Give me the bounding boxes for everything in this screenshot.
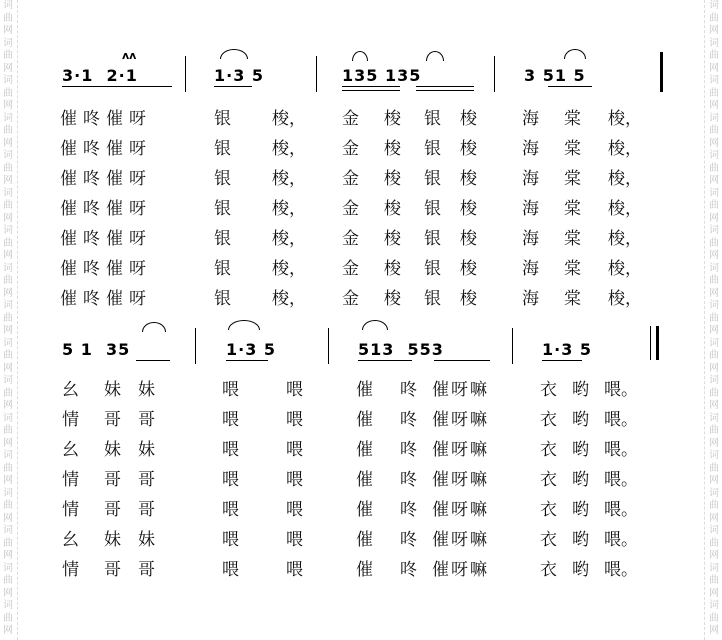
lyric-syllable: 哟	[572, 410, 589, 430]
lyric-syllable: 哟	[572, 380, 589, 400]
underline	[416, 90, 474, 91]
lyric-syllable: 咚	[400, 470, 417, 490]
lyric-syllable: 梭	[460, 109, 477, 129]
lyric-syllable: 咚	[400, 410, 417, 430]
lyric-syllable: 海	[522, 229, 539, 249]
slur	[426, 51, 444, 61]
lyric-syllable: 喂。	[604, 410, 638, 430]
lyric-syllable: 催咚催呀	[60, 139, 152, 159]
underline	[62, 86, 172, 87]
lyric-syllable: 哥	[138, 560, 155, 580]
lyric-syllable: 棠	[564, 139, 581, 159]
lyric-syllable: 衣	[540, 440, 557, 460]
lyric-syllable: 梭	[460, 229, 477, 249]
lyric-syllable: 催呀嘛	[432, 470, 489, 490]
measure-notes: 3 51 5	[524, 66, 586, 85]
underline	[136, 360, 170, 361]
slur	[564, 49, 586, 59]
lyric-syllable: 催咚催呀	[60, 199, 152, 219]
lyric-syllable: 海	[522, 139, 539, 159]
lyric-syllable: 金	[342, 289, 359, 309]
lyric-syllable: 喂。	[604, 440, 638, 460]
slur	[142, 322, 166, 332]
bar-line	[195, 328, 196, 364]
lyric-syllable: 银	[424, 199, 441, 219]
lyric-syllable: 妹	[138, 530, 155, 550]
lyric-syllable: 梭，	[272, 229, 306, 249]
lyric-syllable: 喂	[222, 380, 239, 400]
lyric-syllable: 金	[342, 229, 359, 249]
lyric-syllable: 催	[356, 380, 373, 400]
lyric-syllable: 梭，	[272, 259, 306, 279]
lyric-syllable: 银	[424, 139, 441, 159]
lyric-syllable: 棠	[564, 199, 581, 219]
lyric-syllable: 衣	[540, 500, 557, 520]
lyric-syllable: 喂	[286, 440, 303, 460]
lyric-syllable: 哥	[104, 470, 121, 490]
lyric-syllable: 喂	[286, 530, 303, 550]
lyric-syllable: 哥	[104, 410, 121, 430]
lyric-syllable: 催咚催呀	[60, 229, 152, 249]
lyric-syllable: 海	[522, 289, 539, 309]
lyric-syllable: 棠	[564, 229, 581, 249]
lyric-syllable: 海	[522, 199, 539, 219]
lyric-syllable: 银	[214, 289, 231, 309]
lyric-syllable: 喂	[286, 470, 303, 490]
lyric-syllable: 喂。	[604, 530, 638, 550]
lyric-syllable: 哥	[104, 500, 121, 520]
lyric-syllable: 喂。	[604, 470, 638, 490]
slur	[352, 51, 368, 61]
lyric-syllable: 妹	[138, 440, 155, 460]
lyric-syllable: 催咚催呀	[60, 109, 152, 129]
lyric-syllable: 银	[214, 259, 231, 279]
bar-line	[650, 326, 651, 360]
lyric-syllable: 银	[214, 199, 231, 219]
watermark-strip-right: 词曲网词曲网词曲网词曲网词曲网词曲网词曲网词曲网词曲网词曲网词曲网词曲网词曲网词曲网词曲网词曲网词曲网	[709, 0, 719, 636]
underline	[434, 360, 490, 361]
bar-line	[660, 52, 663, 92]
lyric-syllable: 咚	[400, 530, 417, 550]
slur	[220, 49, 248, 59]
lyric-syllable: 催	[356, 560, 373, 580]
lyric-syllable: 梭	[384, 199, 401, 219]
lyric-syllable: 咚	[400, 500, 417, 520]
lyric-syllable: 幺	[62, 530, 79, 550]
lyric-syllable: 梭，	[272, 139, 306, 159]
underline	[358, 360, 412, 361]
measure-notes: 1·3 5	[226, 340, 277, 359]
lyric-syllable: 喂	[222, 410, 239, 430]
lyric-syllable: 梭，	[272, 109, 306, 129]
lyric-syllable: 梭，	[608, 139, 642, 159]
measure-notes: 1·3 5	[542, 340, 593, 359]
lyric-syllable: 催呀嘛	[432, 560, 489, 580]
underline	[226, 360, 268, 361]
lyric-syllable: 喂	[222, 500, 239, 520]
lyric-syllable: 海	[522, 169, 539, 189]
underline	[214, 86, 252, 87]
lyric-syllable: 梭，	[608, 289, 642, 309]
lyric-syllable: 催	[356, 410, 373, 430]
lyric-syllable: 衣	[540, 410, 557, 430]
lyric-syllable: 梭，	[608, 199, 642, 219]
underline	[342, 86, 400, 87]
lyric-syllable: 催呀嘛	[432, 410, 489, 430]
lyric-syllable: 梭，	[608, 259, 642, 279]
trill-ornament: ʌʌ	[122, 49, 137, 62]
lyric-syllable: 银	[424, 229, 441, 249]
lyric-syllable: 哥	[138, 470, 155, 490]
lyric-syllable: 哟	[572, 440, 589, 460]
measure-notes: 135 135	[342, 66, 422, 85]
lyric-syllable: 金	[342, 109, 359, 129]
bar-line	[316, 56, 317, 92]
lyric-syllable: 催	[356, 470, 373, 490]
lyric-syllable: 催呀嘛	[432, 440, 489, 460]
lyric-syllable: 妹	[104, 380, 121, 400]
lyric-syllable: 喂	[222, 440, 239, 460]
lyric-syllable: 情	[62, 410, 79, 430]
lyric-syllable: 梭，	[608, 229, 642, 249]
lyric-syllable: 梭	[460, 259, 477, 279]
lyric-syllable: 银	[424, 169, 441, 189]
lyric-syllable: 棠	[564, 109, 581, 129]
lyric-syllable: 衣	[540, 470, 557, 490]
lyric-syllable: 咚	[400, 440, 417, 460]
lyric-syllable: 海	[522, 109, 539, 129]
lyric-syllable: 棠	[564, 169, 581, 189]
lyric-syllable: 哟	[572, 500, 589, 520]
lyric-syllable: 催呀嘛	[432, 530, 489, 550]
watermark-strip-left: 词曲网词曲网词曲网词曲网词曲网词曲网词曲网词曲网词曲网词曲网词曲网词曲网词曲网词曲网词曲网词曲网词曲网	[3, 0, 13, 636]
bar-line	[494, 56, 495, 92]
lyric-syllable: 妹	[104, 440, 121, 460]
lyric-syllable: 银	[214, 139, 231, 159]
underline	[548, 86, 592, 87]
lyric-syllable: 梭	[384, 229, 401, 249]
underline	[342, 90, 400, 91]
lyric-syllable: 金	[342, 139, 359, 159]
lyric-syllable: 棠	[564, 259, 581, 279]
lyric-syllable: 梭，	[272, 169, 306, 189]
lyric-syllable: 银	[424, 289, 441, 309]
measure-notes: 1·3 5	[214, 66, 265, 85]
lyric-syllable: 衣	[540, 560, 557, 580]
lyric-syllable: 哥	[104, 560, 121, 580]
lyric-syllable: 喂。	[604, 500, 638, 520]
lyric-syllable: 银	[214, 169, 231, 189]
lyric-syllable: 情	[62, 500, 79, 520]
lyric-syllable: 咚	[400, 380, 417, 400]
lyric-syllable: 喂	[286, 560, 303, 580]
slur	[362, 320, 388, 330]
lyric-syllable: 棠	[564, 289, 581, 309]
lyric-syllable: 情	[62, 560, 79, 580]
lyric-syllable: 金	[342, 169, 359, 189]
lyric-syllable: 梭	[460, 289, 477, 309]
underline	[416, 86, 474, 87]
lyric-syllable: 梭	[384, 109, 401, 129]
lyric-syllable: 催咚催呀	[60, 289, 152, 309]
lyric-syllable: 催	[356, 440, 373, 460]
lyric-syllable: 梭	[384, 289, 401, 309]
lyric-syllable: 金	[342, 199, 359, 219]
lyric-syllable: 喂	[222, 560, 239, 580]
measure-notes: 5 1 35	[62, 340, 131, 359]
lyric-syllable: 衣	[540, 530, 557, 550]
lyric-syllable: 银	[214, 109, 231, 129]
lyric-syllable: 催呀嘛	[432, 380, 489, 400]
lyric-syllable: 梭	[384, 259, 401, 279]
lyric-syllable: 衣	[540, 380, 557, 400]
lyric-syllable: 银	[424, 109, 441, 129]
lyric-syllable: 催	[356, 530, 373, 550]
measure-notes: 3·1 2·1	[62, 66, 138, 85]
lyric-syllable: 催	[356, 500, 373, 520]
lyric-syllable: 金	[342, 259, 359, 279]
lyric-syllable: 催咚催呀	[60, 259, 152, 279]
lyric-syllable: 喂。	[604, 560, 638, 580]
lyric-syllable: 喂	[222, 470, 239, 490]
lyric-syllable: 海	[522, 259, 539, 279]
lyric-syllable: 梭	[384, 139, 401, 159]
slur	[228, 320, 260, 330]
lyric-syllable: 咚	[400, 560, 417, 580]
lyric-syllable: 喂	[222, 530, 239, 550]
lyric-syllable: 银	[424, 259, 441, 279]
bar-line	[328, 328, 329, 364]
lyric-syllable: 喂	[286, 410, 303, 430]
lyric-syllable: 情	[62, 470, 79, 490]
lyric-syllable: 梭	[384, 169, 401, 189]
lyric-syllable: 喂	[286, 500, 303, 520]
lyric-syllable: 催呀嘛	[432, 500, 489, 520]
lyric-syllable: 哟	[572, 530, 589, 550]
lyric-syllable: 梭	[460, 199, 477, 219]
lyric-syllable: 妹	[104, 530, 121, 550]
lyric-syllable: 哥	[138, 500, 155, 520]
lyric-syllable: 哟	[572, 470, 589, 490]
lyric-syllable: 哟	[572, 560, 589, 580]
lyric-syllable: 梭，	[272, 199, 306, 219]
lyric-syllable: 梭，	[608, 169, 642, 189]
right-border	[704, 0, 705, 640]
lyric-syllable: 幺	[62, 440, 79, 460]
lyric-syllable: 梭，	[272, 289, 306, 309]
bar-line	[656, 326, 659, 360]
lyric-syllable: 梭	[460, 169, 477, 189]
lyric-syllable: 喂	[286, 380, 303, 400]
lyric-syllable: 银	[214, 229, 231, 249]
lyric-syllable: 喂。	[604, 380, 638, 400]
lyric-syllable: 哥	[138, 410, 155, 430]
bar-line	[185, 56, 186, 92]
lyric-syllable: 幺	[62, 380, 79, 400]
lyric-syllable: 梭	[460, 139, 477, 159]
underline	[542, 360, 582, 361]
bar-line	[512, 328, 513, 364]
lyric-syllable: 妹	[138, 380, 155, 400]
lyric-syllable: 催咚催呀	[60, 169, 152, 189]
left-border	[17, 0, 18, 640]
lyric-syllable: 梭，	[608, 109, 642, 129]
measure-notes: 513 553	[358, 340, 444, 359]
